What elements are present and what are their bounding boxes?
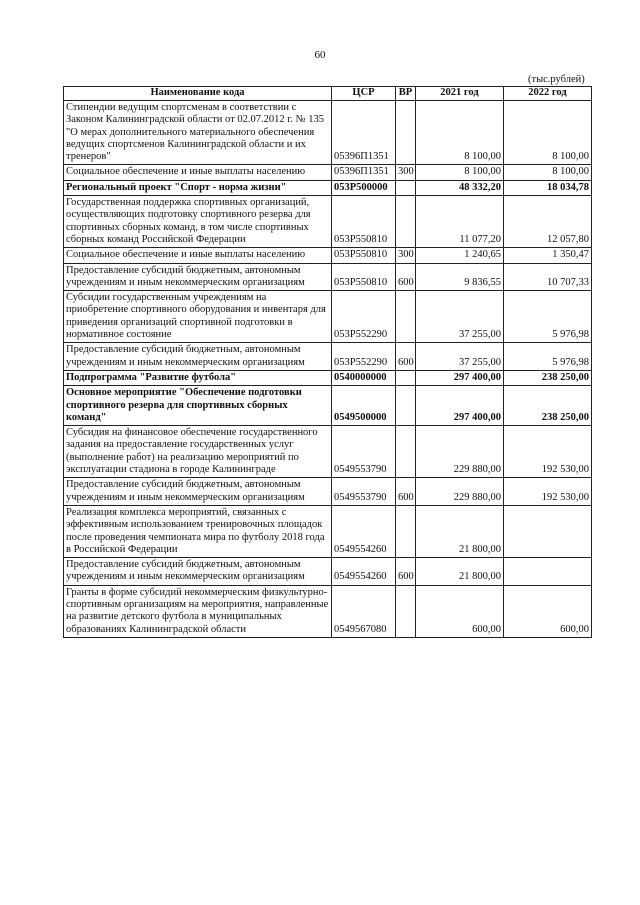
table-row: [64, 263, 592, 291]
cell-2022: 192 530,00: [504, 426, 592, 478]
cell-vr: [396, 505, 416, 557]
cell-2022: 1 350,47: [504, 248, 592, 263]
cell-name: Предоставление субсидий бюджетным, автономным учреждениям и иным некоммерческим организациям: [64, 343, 332, 371]
cell-csr: 053Р500000: [332, 180, 396, 195]
table-row: [64, 180, 592, 195]
cell-name: Предоставление субсидий бюджетным, автономным учреждениям и иным некоммерческим организациям: [64, 478, 332, 506]
unit-label: (тыс.рублей): [528, 74, 585, 85]
cell-name: Гранты в форме субсидий некоммерческим физкультурно-спортивным организациям на мероприятия, направленные на развитие детского футбола в муниципальных образованиях Калининградской области: [64, 585, 332, 637]
cell-vr: 300: [396, 248, 416, 263]
table-row: [64, 478, 592, 506]
cell-2021: 1 240,65: [416, 248, 504, 263]
cell-vr: 600: [396, 263, 416, 291]
table-row: [64, 248, 592, 263]
budget-table: [63, 86, 592, 638]
cell-name: Государственная поддержка спортивных организаций, осуществляющих подготовку спортивного резерва для спортивных сборных команд, в том числе спортивных сборных команд Российской Федерации: [64, 196, 332, 248]
cell-csr: 0549553790: [332, 426, 396, 478]
cell-2021: 21 800,00: [416, 505, 504, 557]
cell-2021: 48 332,20: [416, 180, 504, 195]
cell-2022: 5 976,98: [504, 291, 592, 343]
cell-csr: 0549567080: [332, 585, 396, 637]
cell-2021: 9 836,55: [416, 263, 504, 291]
cell-2022: [504, 505, 592, 557]
header-csr: ЦСР: [332, 87, 396, 101]
cell-2021: 600,00: [416, 585, 504, 637]
cell-csr: 0549553790: [332, 478, 396, 506]
table-row: [64, 101, 592, 165]
header-vr: ВР: [396, 87, 416, 101]
cell-2022: 8 100,00: [504, 101, 592, 165]
table-row: [64, 386, 592, 426]
header-2022: 2022 год: [504, 87, 592, 101]
table-row: [64, 558, 592, 586]
cell-2021: 297 400,00: [416, 370, 504, 385]
cell-name: Субсидии государственным учреждениям на приобретение спортивного оборудования и инвентаря для приведения организаций спортивной подготовки в нормативное состояние: [64, 291, 332, 343]
cell-name: Социальное обеспечение и иные выплаты населению: [64, 248, 332, 263]
cell-name: Предоставление субсидий бюджетным, автономным учреждениям и иным некоммерческим организациям: [64, 558, 332, 586]
cell-vr: [396, 101, 416, 165]
cell-csr: 053Р550810: [332, 248, 396, 263]
cell-2021: 37 255,00: [416, 291, 504, 343]
cell-2022: 18 034,78: [504, 180, 592, 195]
cell-2022: [504, 558, 592, 586]
table-row: [64, 505, 592, 557]
cell-2021: 11 077,20: [416, 196, 504, 248]
cell-vr: [396, 370, 416, 385]
table-row: [64, 370, 592, 385]
cell-name: Стипендии ведущим спортсменам в соответствии с Законом Калининградской области от 02.07.2012 г. № 135 "О мерах дополнительного материального обеспечения ведущих спортсменов Калининградской области и их тренеров": [64, 101, 332, 165]
cell-vr: [396, 196, 416, 248]
cell-vr: [396, 180, 416, 195]
header-name: Наименование кода: [64, 87, 332, 101]
cell-2022: 192 530,00: [504, 478, 592, 506]
cell-2022: 12 057,80: [504, 196, 592, 248]
table-row: [64, 196, 592, 248]
cell-vr: [396, 585, 416, 637]
cell-2021: 37 255,00: [416, 343, 504, 371]
cell-name: Реализация комплекса мероприятий, связанных с эффективным использованием тренировочных площадок после проведения чемпионата мира по футболу 2018 года в Российской Федерации: [64, 505, 332, 557]
cell-2021: 229 880,00: [416, 478, 504, 506]
cell-2022: 238 250,00: [504, 370, 592, 385]
cell-name: Социальное обеспечение и иные выплаты населению: [64, 165, 332, 180]
cell-csr: 053Р552290: [332, 291, 396, 343]
page-number: 60: [314, 49, 326, 61]
cell-2021: 8 100,00: [416, 101, 504, 165]
cell-name: Подпрограмма "Развитие футбола": [64, 370, 332, 385]
cell-2021: 297 400,00: [416, 386, 504, 426]
table-row: [64, 343, 592, 371]
cell-vr: 600: [396, 478, 416, 506]
cell-2022: 238 250,00: [504, 386, 592, 426]
cell-csr: 0549554260: [332, 558, 396, 586]
table-row: [64, 426, 592, 478]
cell-2021: 21 800,00: [416, 558, 504, 586]
cell-2022: 10 707,33: [504, 263, 592, 291]
header-2021: 2021 год: [416, 87, 504, 101]
cell-vr: [396, 291, 416, 343]
cell-csr: 0549554260: [332, 505, 396, 557]
cell-vr: [396, 426, 416, 478]
cell-2022: 8 100,00: [504, 165, 592, 180]
cell-csr: 053Р552290: [332, 343, 396, 371]
cell-csr: 053Р550810: [332, 263, 396, 291]
cell-vr: 600: [396, 558, 416, 586]
cell-2022: 600,00: [504, 585, 592, 637]
table-header-row: [64, 87, 592, 101]
cell-2021: 8 100,00: [416, 165, 504, 180]
table-row: [64, 585, 592, 637]
cell-name: Региональный проект "Спорт - норма жизни": [64, 180, 332, 195]
cell-name: Основное мероприятие "Обеспечение подготовки спортивного резерва для спортивных сборных команд": [64, 386, 332, 426]
cell-2022: 5 976,98: [504, 343, 592, 371]
cell-name: Субсидия на финансовое обеспечение государственного задания на предоставление государственных услуг (выполнение работ) на реализацию мероприятий по эксплуатации стадиона в городе Калининграде: [64, 426, 332, 478]
table-row: [64, 291, 592, 343]
cell-csr: 05396П1351: [332, 101, 396, 165]
table-row: [64, 165, 592, 180]
cell-vr: [396, 386, 416, 426]
cell-csr: 0549500000: [332, 386, 396, 426]
cell-2021: 229 880,00: [416, 426, 504, 478]
cell-csr: 0540000000: [332, 370, 396, 385]
cell-vr: 300: [396, 165, 416, 180]
cell-csr: 053Р550810: [332, 196, 396, 248]
cell-name: Предоставление субсидий бюджетным, автономным учреждениям и иным некоммерческим организациям: [64, 263, 332, 291]
cell-csr: 05396П1351: [332, 165, 396, 180]
cell-vr: 600: [396, 343, 416, 371]
